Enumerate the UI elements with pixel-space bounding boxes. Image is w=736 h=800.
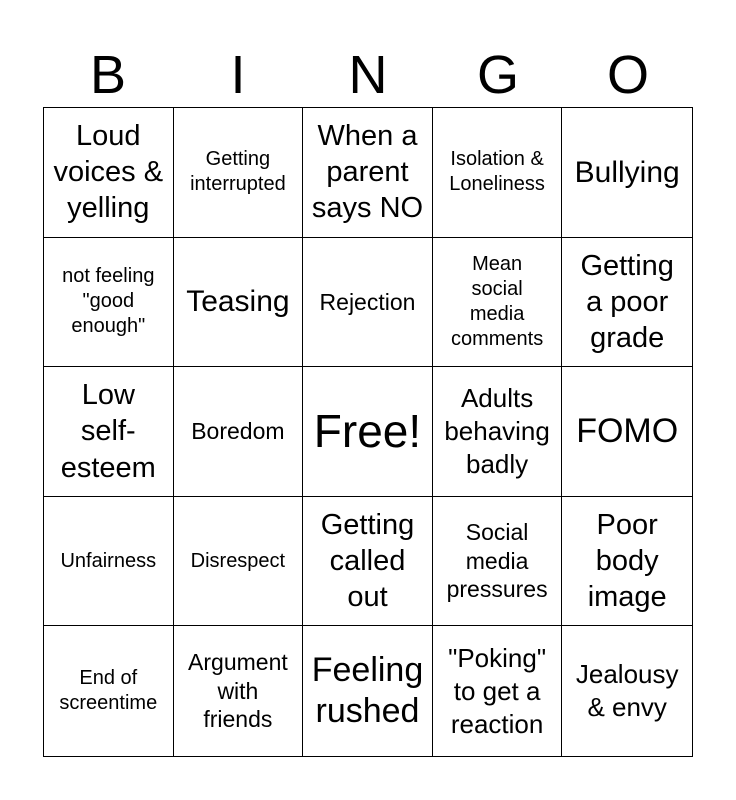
bingo-cell[interactable] (303, 108, 433, 238)
cell-text: Isolation & Loneliness (449, 148, 545, 196)
cell-text: Getting interrupted (190, 148, 286, 196)
cell-text: Jealousy & envy (575, 659, 679, 723)
bingo-cell[interactable] (303, 626, 433, 756)
bingo-cell[interactable] (174, 367, 304, 497)
cell-text: When a parent says NO (311, 119, 424, 225)
bingo-cell[interactable] (433, 367, 563, 497)
header-letter-i: I (230, 45, 246, 105)
bingo-board (43, 107, 693, 757)
bingo-cell[interactable] (433, 108, 563, 238)
cell-text: Teasing (186, 285, 290, 319)
cell-text: not feeling "good enough" (62, 265, 155, 338)
bingo-cell[interactable] (303, 238, 433, 368)
cell-text: "Poking" to get a reaction (448, 643, 547, 739)
cell-text: Bullying (574, 155, 680, 189)
cell-text: Social media pressures (446, 519, 548, 603)
cell-text: FOMO (576, 412, 679, 451)
header-letter-b: B (89, 45, 127, 105)
bingo-cell[interactable] (174, 238, 304, 368)
cell-text: Boredom (191, 418, 285, 445)
bingo-cell[interactable] (303, 497, 433, 627)
cell-text: Adults behaving badly (444, 383, 550, 479)
free-space-text: Free! (313, 405, 422, 458)
bingo-cell[interactable] (44, 367, 174, 497)
bingo-cell[interactable] (44, 497, 174, 627)
bingo-cell[interactable] (562, 497, 692, 627)
cell-text: Getting a poor grade (580, 249, 674, 355)
bingo-cell[interactable] (562, 626, 692, 756)
cell-text: Feeling rushed (311, 651, 424, 731)
bingo-cell[interactable] (433, 626, 563, 756)
bingo-cell[interactable] (174, 497, 304, 627)
cell-text: Unfairness (60, 549, 157, 572)
cell-text: End of screentime (59, 667, 158, 715)
bingo-cell[interactable] (44, 626, 174, 756)
cell-text: Disrespect (190, 549, 286, 572)
cell-text: Loud voices & yelling (53, 119, 164, 225)
header-letter-o: O (606, 45, 649, 105)
bingo-cell[interactable] (433, 238, 563, 368)
bingo-cell[interactable] (562, 108, 692, 238)
bingo-header (43, 44, 693, 106)
cell-text: Argument with friends (188, 649, 288, 733)
cell-text: Mean social media comments (450, 252, 544, 350)
bingo-cell[interactable] (44, 238, 174, 368)
cell-text: Getting called out (320, 508, 415, 614)
header-letter-n: N (348, 45, 388, 105)
bingo-cell[interactable] (562, 367, 692, 497)
bingo-cell[interactable] (174, 626, 304, 756)
header-letter-g: G (476, 45, 519, 105)
bingo-cell[interactable] (433, 497, 563, 627)
free-space-cell[interactable] (303, 367, 433, 497)
bingo-cell[interactable] (44, 108, 174, 238)
cell-text: Poor body image (587, 508, 667, 614)
bingo-cell[interactable] (562, 238, 692, 368)
bingo-cell[interactable] (174, 108, 304, 238)
cell-text: Low self- esteem (60, 379, 156, 484)
cell-text: Rejection (319, 288, 416, 315)
